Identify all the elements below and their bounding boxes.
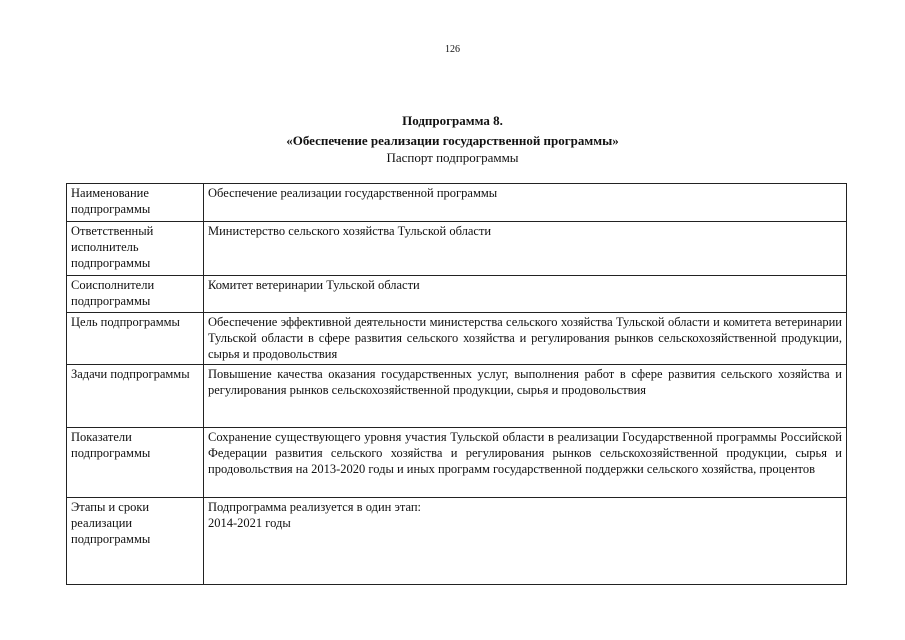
subprogram-name: «Обеспечение реализации государственной программы» (286, 133, 619, 148)
row-value-executor: Министерство сельского хозяйства Тульской области (204, 222, 847, 276)
page-number: 126 (445, 44, 460, 55)
passport-caption: Паспорт подпрограммы (386, 150, 519, 165)
row-label-indicators: Показатели подпрограммы (67, 428, 204, 498)
table-row (67, 365, 847, 428)
row-label-goal: Цель подпрограммы (67, 313, 204, 365)
row-label-executor: Ответственный исполнитель подпрограммы (67, 222, 204, 276)
row-value-goal: Обеспечение эффективной деятельности министерства сельского хозяйства Тульской области и комитета ветеринарии Тульской области в сфере развития сельского хозяйства и регулирования рынков сельскохозяйственной продукции, сырья и продовольствия (204, 313, 847, 365)
row-label-name: Наименование подпрограммы (67, 184, 204, 222)
row-value-tasks: Повышение качества оказания государственных услуг, выполнения работ в сфере развития сельского хозяйства и регулирования рынков сельскохозяйственной продукции, сырья и продовольствия (204, 365, 847, 428)
stages-line-2: 2014-2021 годы (208, 516, 291, 530)
row-value-indicators: Сохранение существующего уровня участия Тульской области в реализации Государственной программы Российской Федерации развития сельского хозяйства и регулирования рынков сельскохозяйственной продукции, сырья и продовольствия на 2013-2020 годы и иных программ государственной поддержки сельского хозяйства, процентов (204, 428, 847, 498)
stages-line-1: Подпрограмма реализуется в один этап: (208, 500, 421, 514)
subprogram-title: Подпрограмма 8. (402, 113, 503, 128)
table-row (67, 222, 847, 276)
row-label-tasks: Задачи подпрограммы (67, 365, 204, 428)
table-row (67, 276, 847, 313)
table-row (67, 184, 847, 222)
row-value-name: Обеспечение реализации государственной программы (204, 184, 847, 222)
row-value-coexecutors: Комитет ветеринарии Тульской области (204, 276, 847, 313)
table-row (67, 428, 847, 498)
row-label-stages: Этапы и сроки реализации подпрограммы (67, 498, 204, 585)
table-row (67, 498, 847, 585)
passport-table (66, 183, 847, 585)
table-row (67, 313, 847, 365)
row-label-coexecutors: Соисполнители подпрограммы (67, 276, 204, 313)
row-value-stages (204, 498, 847, 585)
